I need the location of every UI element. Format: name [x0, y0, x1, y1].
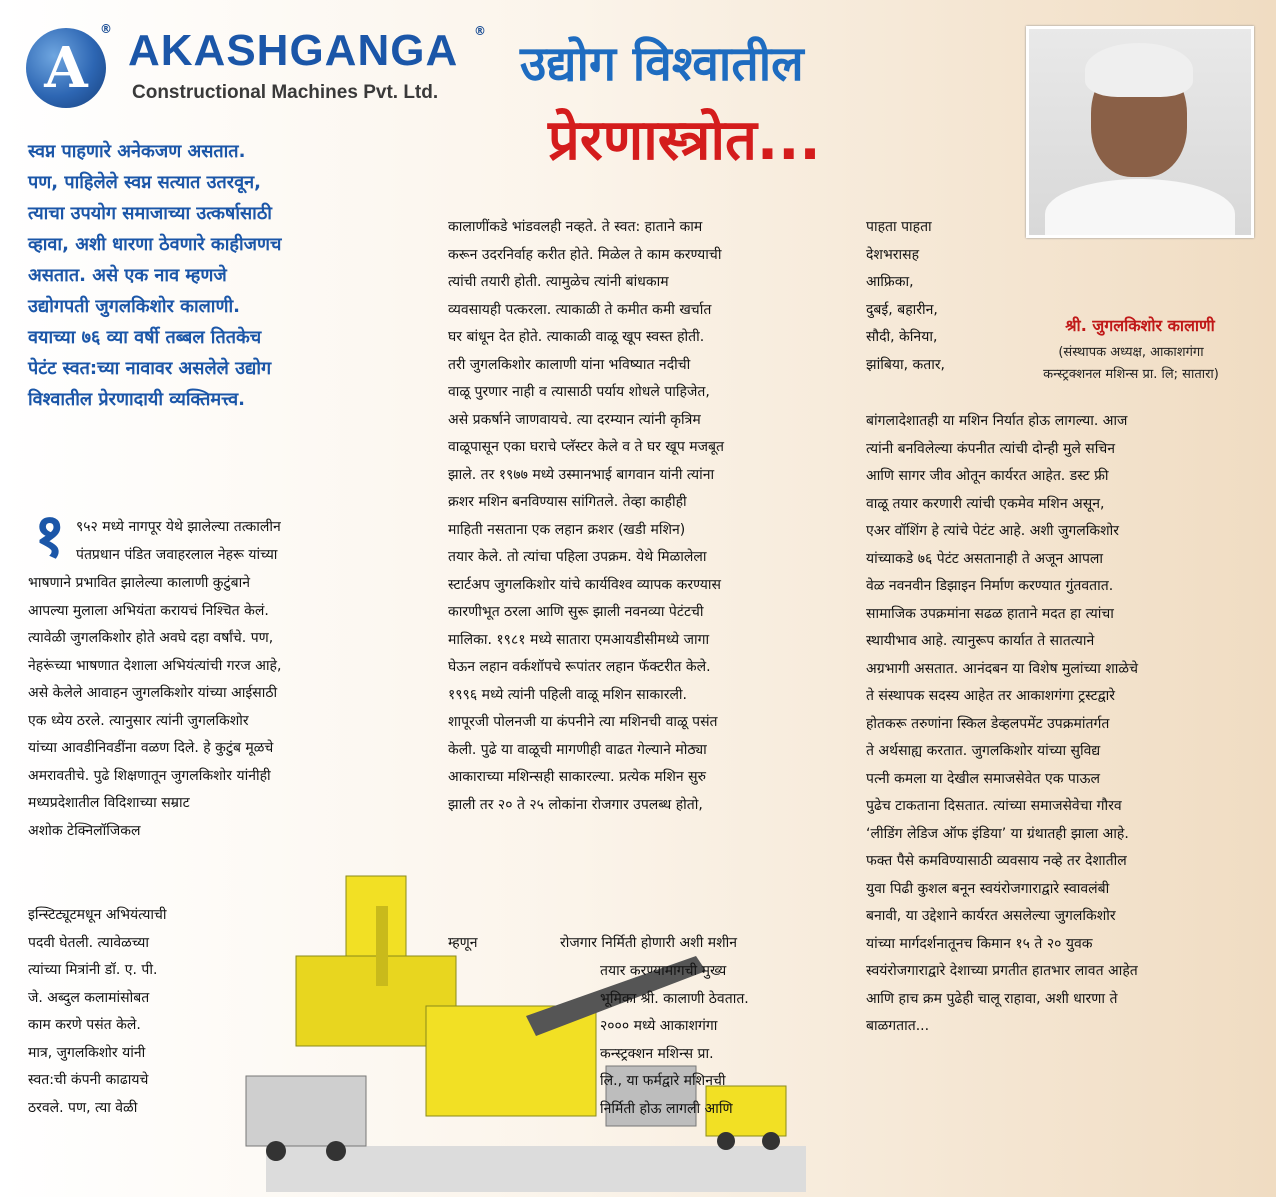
text-line: शापूरजी पोलनजी या कंपनीने त्या मशिनची वाळू पसंत — [448, 714, 718, 730]
text-line: वाळू तयार करणारी त्यांची एकमेव मशिन असून, — [866, 495, 1105, 512]
text-line: फक्त पैसे कमविण्यासाठी व्यवसाय नव्हे तर देशातील — [866, 853, 1127, 869]
text-line: विश्वातील प्रेरणादायी व्यक्तिमत्त्व. — [28, 389, 245, 410]
text-line: वेळ नवनवीन डिझाइन निर्माण करण्यात गुंतवतात. — [866, 578, 1114, 594]
text-line: मध्यप्रदेशातील विदिशाच्या सम्राट — [28, 795, 190, 811]
text-line: दुबई, बहारीन, — [866, 301, 938, 318]
article-col2-b-text — [448, 930, 568, 958]
drop-cap: १ — [34, 501, 66, 571]
text-line: त्यांची तयारी होती. त्यामुळेच त्यांनी बांधकाम — [448, 274, 669, 290]
text-line: वाळू पुरणार नाही व त्यासाठी पर्याय शोधले पाहिजेत, — [448, 384, 710, 400]
text-line: एअर वॉशिंग हे त्यांचे पेटंट आहे. अशी जुगलकिशोर — [866, 523, 1119, 539]
text-line: आणि सागर जीव ओतून कार्यरत आहेत. डस्ट फ्री — [866, 468, 1109, 484]
brand-subtitle: Constructional Machines Pvt. Ltd. — [132, 82, 439, 103]
text-line: युवा पिढी कुशल बनून स्वयंरोजगाराद्वारे स्वावलंबी — [866, 880, 1110, 897]
article-col1-c — [28, 902, 228, 1122]
text-line: ‘लीडिंग लेडिज ऑफ इंडिया’ या ग्रंथातही झाला आहे. — [866, 825, 1129, 842]
text-line: आपल्या मुलाला अभियंता करायचं निश्चित केलं. — [28, 602, 269, 619]
registered-mark-brand: ® — [474, 24, 486, 38]
text-line: केली. पुढे या वाळूची मागणीही वाढत गेल्याने मोठ्या — [448, 741, 707, 758]
text-line: त्यावेळी जुगलकिशोर होते अवघे दहा वर्षांचे. पण, — [28, 630, 274, 646]
text-line: स्थायीभाव आहे. त्यानुरूप कार्यात ते सातत्याने — [866, 633, 1095, 649]
text-line: पाहता पाहता — [866, 219, 932, 235]
text-line: मात्र, जुगलकिशोर यांनी — [28, 1044, 146, 1061]
text-line: यांच्या मार्गदर्शनातूनच किमान १५ ते २० युवक — [866, 935, 1093, 952]
text-line: यांच्याकडे ७६ पेटंट असतानाही ते अजून आपला — [866, 550, 1104, 567]
text-line: होतकरू तरुणांना स्किल डेव्हलपमेंट उपक्रमांतर्गत — [866, 715, 1110, 732]
text-line: कालाणींकडे भांडवलही नव्हते. ते स्वत: हाताने काम — [448, 219, 703, 235]
portrait-photo — [1026, 26, 1254, 238]
text-line: आकाराच्या मशिन्सही साकारल्या. प्रत्येक मशिन सुरु — [448, 769, 706, 785]
headline-line2: प्रेरणास्त्रोत... — [548, 108, 821, 173]
text-line: आफ्रिका, — [866, 274, 914, 290]
text-line: १९९६ मध्ये त्यांनी पहिली वाळू मशिन साकारली. — [448, 686, 688, 703]
company-logo — [20, 22, 490, 112]
text-line: वयाच्या ७६ व्या वर्षी तब्बल तितकेच — [28, 327, 262, 348]
text-line: कारणीभूत ठरला आणि सुरू झाली नवनव्या पेटंटची — [448, 604, 704, 620]
text-line: झाले. तर १९७७ मध्ये उस्मानभाई बागवान यांनी त्यांना — [448, 466, 715, 483]
text-line: बनावी, या उद्देशाने कार्यरत असलेल्या जुगलकिशोर — [866, 908, 1116, 924]
text-line: बाळगतात... — [866, 1018, 930, 1034]
article-col3-a — [866, 214, 986, 379]
brand-name: AKASHGANGA — [128, 26, 459, 75]
text-line: अमरावतीचे. पुढे शिक्षणातून जुगलकिशोर यांनीही — [28, 767, 271, 784]
text-line: पुढेच टाकताना दिसतात. त्यांच्या समाजसेवेचा गौरव — [866, 798, 1122, 814]
headline-line1: उद्योग विश्वातील — [520, 36, 804, 92]
text-line: व्यवसायही पत्करला. त्याकाळी ते कमीत कमी खर्चात — [448, 301, 712, 318]
text-line: झांबिया, कतार, — [866, 356, 946, 373]
registered-mark: ® — [100, 22, 112, 36]
text-line: बांगलादेशातही या मशिन निर्यात होऊ लागल्या. आज — [866, 413, 1128, 429]
text-line: अग्रभागी असतात. आनंदबन या विशेष मुलांच्या शाळेचे — [866, 660, 1138, 677]
article-col2-d — [600, 958, 830, 1123]
text-line: घेऊन लहान वर्कशॉपचे रूपांतर लहान फॅक्टरीत केले. — [448, 659, 711, 675]
text-line: पत्नी कमला या देखील समाजसेवेत एक पाऊल — [866, 770, 1100, 787]
text-line: भाषणाने प्रभावित झालेल्या कालाणी कुटुंबाने — [28, 575, 250, 591]
text-line: ठरवले. पण, त्या वेळी — [28, 1099, 138, 1116]
text-line: असे प्रकर्षाने जाणवायचे. त्या दरम्यान त्यांनी कृत्रिम — [448, 411, 701, 428]
text-line: झाली तर २० ते २५ लोकांना रोजगार उपलब्ध होतो, — [448, 796, 703, 813]
text-line: देशभरासह — [866, 246, 920, 263]
text-line: त्यांनी बनविलेल्या कंपनीत त्यांची दोन्ही मुले सचिन — [866, 440, 1116, 457]
text-line: पेटंट स्वत:च्या नावावर असलेले उद्योग — [28, 358, 272, 379]
text-line: कन्स्ट्रक्शन मशिन्स प्रा. — [600, 1045, 714, 1062]
text-line: असतात. असे एक नाव म्हणजे — [28, 265, 227, 286]
akashganga-logo-icon: A — [26, 28, 106, 108]
text-line: ९५२ मध्ये नागपूर येथे झालेल्या तत्कालीन — [76, 519, 281, 535]
text-line: २००० मध्ये आकाशगंगा — [600, 1018, 718, 1034]
text-line: करून उदरनिर्वाह करीत होते. मिळेल ते काम करण्याची — [448, 246, 722, 263]
text-line: पंतप्रधान पंडित जवाहरलाल नेहरू यांच्या — [76, 546, 278, 563]
text-line: स्वत:ची कंपनी काढायचे — [28, 1072, 149, 1088]
photo-caption-name: श्री. जुगलकिशोर कालाणी — [1065, 316, 1215, 335]
text-line: त्यांच्या मित्रांनी डॉ. ए. पी. — [28, 962, 158, 978]
article-col1-b — [28, 570, 438, 845]
text-line: भूमिका श्री. कालाणी ठेवतात. — [600, 990, 749, 1007]
text-line: घर बांधून देत होते. त्याकाळी वाळू खूप स्वस्त होती. — [448, 329, 705, 345]
article-col1-a — [76, 514, 436, 569]
text-line: उद्योगपती जुगलकिशोर कालाणी. — [28, 296, 240, 317]
text-line: क्रशर मशिन बनविण्यास सांगितले. तेव्हा काहीही — [448, 494, 687, 510]
text-line: आणि हाच क्रम पुढेही चालू राहावा, अशी धारणा ते — [866, 990, 1118, 1007]
intro-blurb — [28, 136, 438, 415]
text-line: पण, पाहिलेले स्वप्न सत्यात उतरवून, — [28, 172, 261, 193]
text-line: व्हावा, अशी धारणा ठेवणारे काहीजणच — [28, 234, 282, 255]
text-line: जे. अब्दुल कलामांसोबत — [28, 989, 150, 1006]
text-line: स्वप्न पाहणारे अनेकजण असतात. — [28, 141, 246, 162]
text-line: त्याचा उपयोग समाजाच्या उत्कर्षासाठी — [28, 203, 272, 224]
text-line: सौदी, केनिया, — [866, 329, 938, 345]
text-line: अशोक टेक्निलॉजिकल — [28, 822, 141, 839]
text-line: स्वयंरोजगाराद्वारे देशाच्या प्रगतीत हातभार लावत आहेत — [866, 963, 1138, 979]
article-col3-b — [866, 408, 1256, 1041]
text-line: स्टार्टअप जुगलकिशोर यांचे कार्यविश्व व्यापक करण्यास — [448, 576, 721, 593]
text-line: यांच्या आवडीनिवडींना वळण दिले. हे कुटुंब मूळचे — [28, 740, 274, 756]
text-line: काम करणे पसंत केले. — [28, 1017, 141, 1033]
text-line: सामाजिक उपक्रमांना सढळ हाताने मदत हा त्यांचा — [866, 605, 1114, 622]
text-line: रोजगार निर्मिती होणारी अशी मशीन — [560, 935, 738, 951]
photo-caption-role: (संस्थापक अध्यक्ष, आकाशगंगा कन्स्ट्रक्शनल मशिन्स प्रा. लि; सातारा) — [1043, 345, 1219, 382]
article-col2-c — [560, 930, 830, 958]
text-line: लि., या फर्मद्वारे मशिनची — [600, 1073, 726, 1089]
text-line: तयार केले. तो त्यांचा पहिला उपक्रम. येथे मिळालेला — [448, 549, 707, 565]
text-line: ते अर्थसाह्य करतात. जुगलकिशोर यांच्या सुविद्य — [866, 743, 1101, 759]
text-line: निर्मिती होऊ लागली आणि — [600, 1100, 733, 1117]
article-col2-a — [448, 214, 833, 819]
text-line: तयार करण्यामागची मुख्य — [600, 963, 727, 979]
text-line: पदवी घेतली. त्यावेळच्या — [28, 934, 150, 951]
text-line: ते संस्थापक सदस्य आहेत तर आकाशगंगा ट्रस्टद्वारे — [866, 688, 1116, 704]
text-line: नेहरूंच्या भाषणात देशाला अभियंत्यांची गरज आहे, — [28, 657, 282, 674]
text-line: असे केलेले आवाहन जुगलकिशोर यांच्या आईसाठी — [28, 685, 278, 701]
text-line: इन्स्टिट्यूटमधून अभियंत्याची — [28, 907, 167, 923]
text-line: माहिती नसताना एक लहान क्रशर (खडी मशिन) — [448, 521, 686, 538]
text-line: एक ध्येय ठरले. त्यानुसार त्यांनी जुगलकिशोर — [28, 712, 249, 729]
text-line: मालिका. १९८१ मध्ये सातारा एमआयडीसीमध्ये जागा — [448, 631, 710, 648]
text-line: वाळूपासून एका घराचे प्लॅस्टर केले व ते घर खूप मजबूत — [448, 439, 724, 455]
text-line: तरी जुगलकिशोर कालाणी यांना भविष्यात नदीची — [448, 356, 691, 373]
text-line: म्हणून — [448, 935, 478, 951]
